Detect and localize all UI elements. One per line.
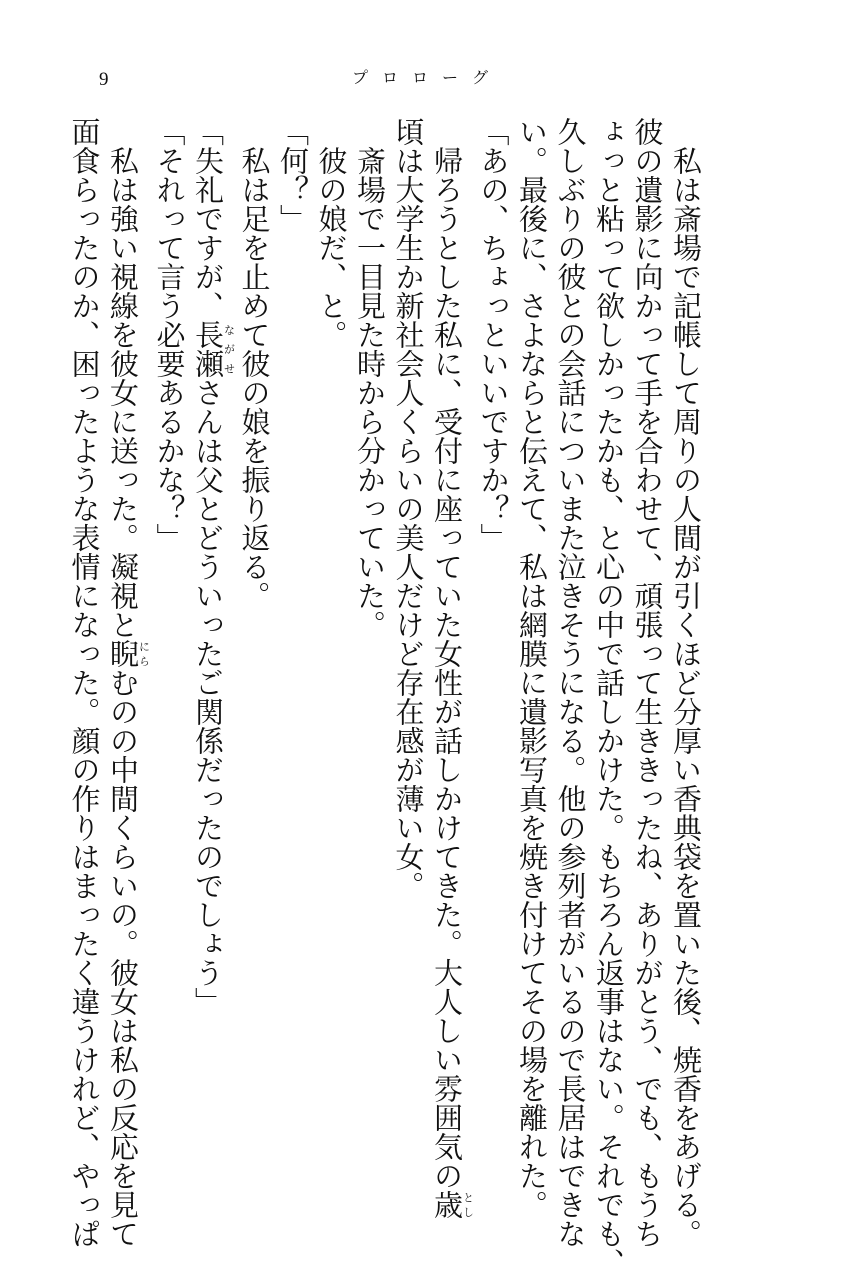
- text-line: 彼の遺影に向かって手を合わせて、頑張って生ききったね、ありがとう、でも、もうち: [630, 117, 665, 1248]
- text-segment: 帰ろうとした私に、受付に座っていた女性が話しかけてきた。大人しい雰囲気の: [430, 117, 464, 1190]
- running-head: プロローグ: [352, 68, 503, 87]
- text-line: ょっと粘って欲しかったかも、と心の中で話しかけた。もちろん返事はない。それでも、: [592, 117, 626, 1277]
- text-segment: 「失礼ですが、: [191, 117, 225, 320]
- text-segment: 私は強い視線を彼女に送った。凝視と: [106, 117, 140, 639]
- text-segment: さんは父とどういったご関係だったのでしょう」: [191, 378, 225, 1016]
- text-line: 斎場で一目見た時から分かっていた。: [353, 117, 387, 639]
- body-text: [65, 117, 705, 1277]
- text-line: 私は斎場で記帳して周りの人間が引くほど分厚い香典袋を置いた後、焼香をあげる。: [669, 117, 703, 1248]
- text-line: 面食らったのか、困ったような表情になった。顔の作りはまったく違うけれど、やっぱ: [67, 117, 102, 1248]
- ruby-nagase: [191, 320, 236, 378]
- ruby-nira: [106, 639, 151, 668]
- text-line: 「何？」: [276, 117, 310, 233]
- ruby-toshi: [430, 1190, 475, 1219]
- text-line-with-ruby: [428, 117, 475, 1219]
- ruby-reading: ながせ: [222, 320, 236, 378]
- ruby-base: 睨: [106, 639, 140, 668]
- text-line: 私は足を止めて彼の娘を振り返る。: [237, 117, 272, 610]
- text-line: 「あの、ちょっといいですか？」: [476, 117, 511, 552]
- ruby-base: 長瀬: [191, 320, 225, 378]
- ruby-base: 歳: [430, 1190, 464, 1219]
- text-line: 「それって言う必要あるかな？」: [152, 117, 187, 552]
- text-segment: むのの中間くらいの。彼女は私の反応を見て: [106, 668, 140, 1248]
- text-line-with-ruby: [189, 117, 236, 1122]
- text-line: い。最後に、さよならと伝えて、私は網膜に遺影写真を焼き付けてその場を離れた。: [515, 117, 549, 1219]
- text-line: 久しぶりの彼との会話についまた泣きそうになる。他の参列者がいるので長居はできな: [553, 117, 588, 1248]
- text-line: 彼の娘だ、と。: [314, 117, 349, 349]
- text-line-with-ruby: [104, 117, 151, 1248]
- ruby-reading: にら: [137, 639, 151, 668]
- page-number: 9: [99, 69, 109, 90]
- text-line: 頃は大学生か新社会人くらいの美人だけど存在感が薄い女。: [391, 117, 426, 900]
- ruby-reading: とし: [461, 1190, 475, 1219]
